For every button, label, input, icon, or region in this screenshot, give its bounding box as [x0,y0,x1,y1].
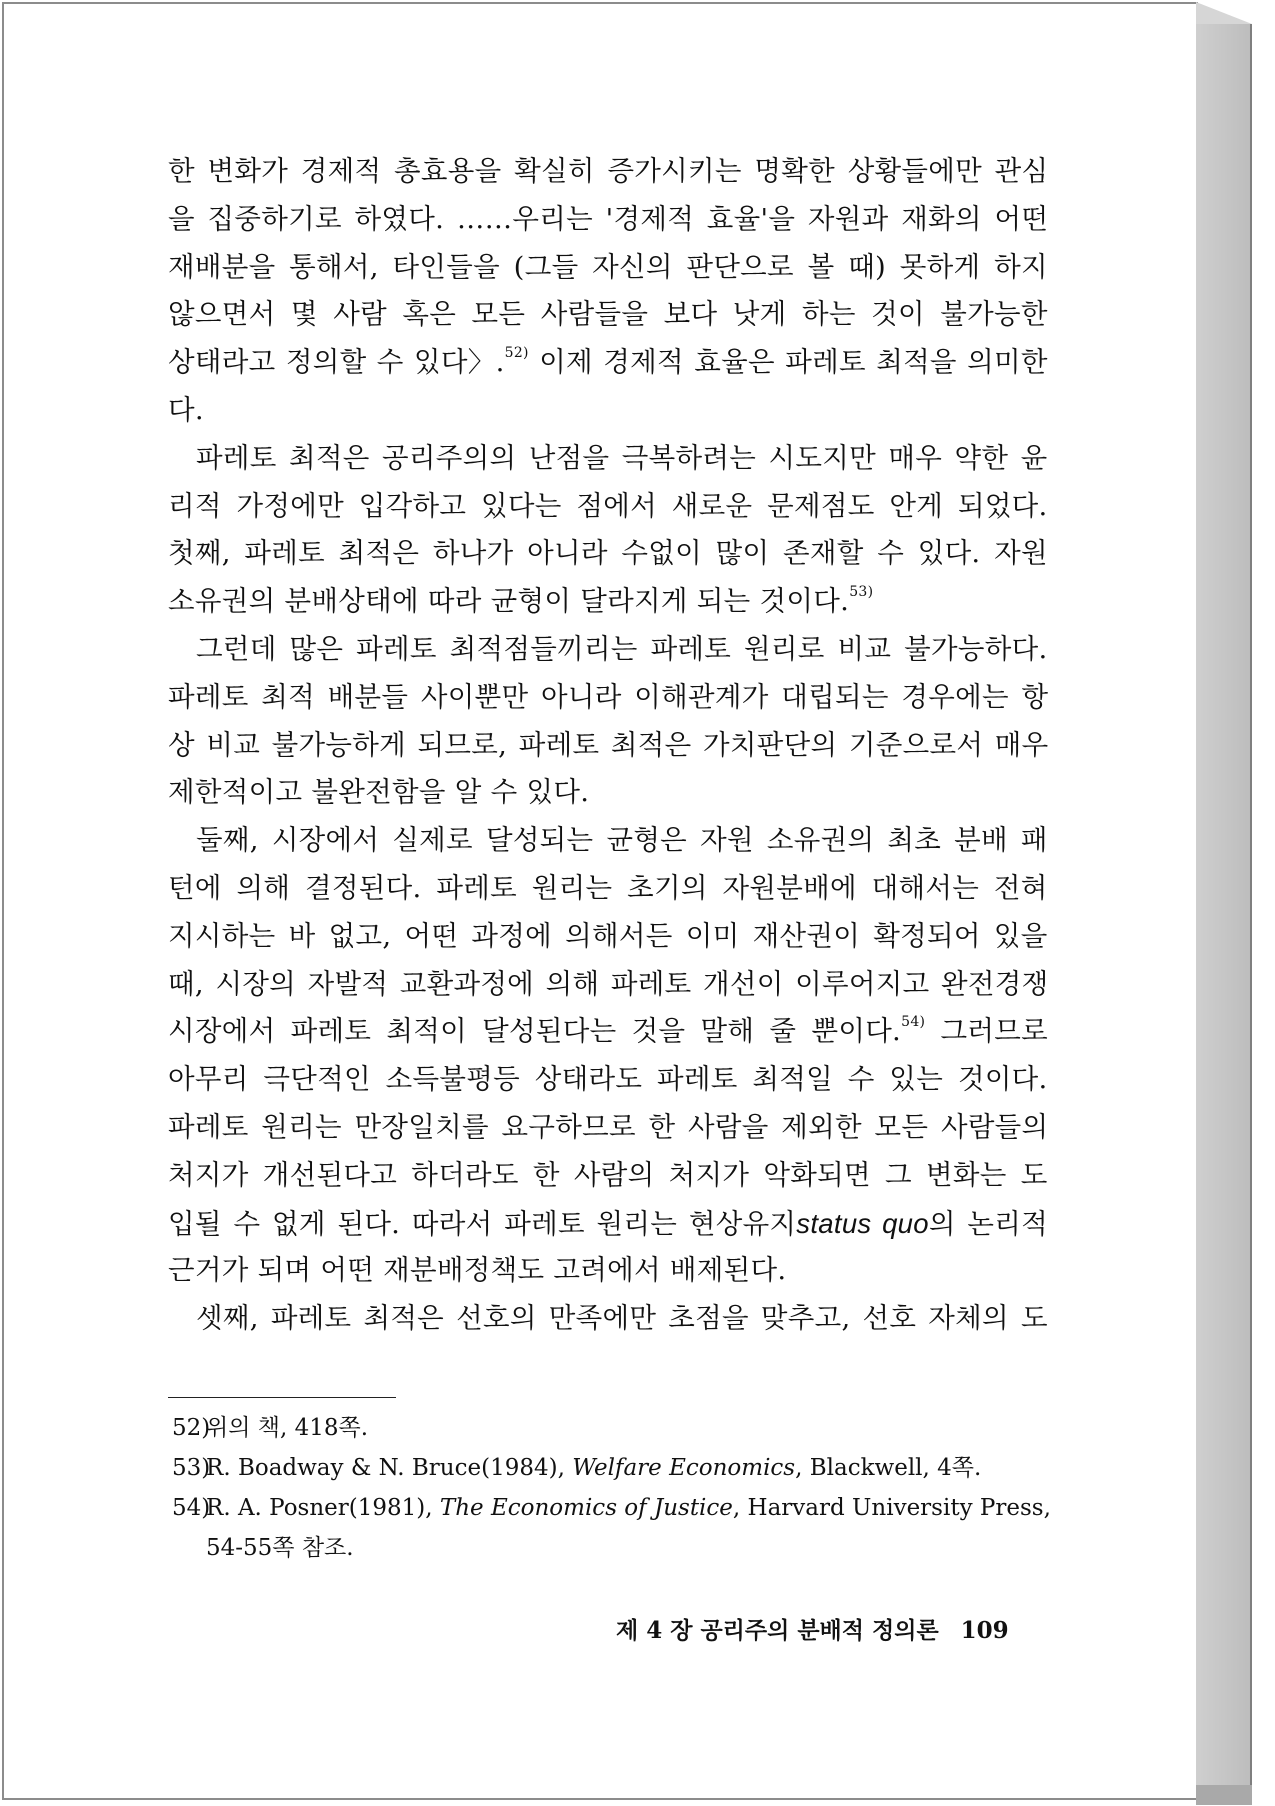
text-line [168,1008,1048,1056]
chapter-title: 제 4 장 공리주의 분배적 정의론 [616,1617,939,1644]
line-text: 리적 가정에만 입각하고 있다는 점에서 새로운 문제점도 안게 되었다. [168,489,1048,522]
text-line [168,769,1048,817]
line-text [168,1200,1048,1248]
line-text: 상태라고 정의할 수 있다〉. [168,346,505,379]
line-text: 때, 시장의 자발적 교환과정에 의해 파레토 개선이 이루어지고 완전경쟁 [168,967,1049,1000]
footnote-text: , Harvard University Press, [732,1495,1051,1521]
status-quo-term: status quo [796,1207,929,1239]
footnote-separator [168,1397,396,1398]
line-text: 을 집중하기로 하였다. ……우리는 '경제적 효율'을 자원과 재화의 어떤 [168,202,1049,235]
footnote-text: 위의 책, 418쪽. [206,1415,369,1441]
text-line [168,865,1048,913]
text-line [168,1295,1048,1343]
page-number: 109 [960,1617,1009,1644]
line-text: 소유권의 분배상태에 따라 균형이 달라지게 되는 것이다. [168,585,850,618]
text-line [168,913,1048,961]
footnote-ref-54[interactable]: 54) [901,1014,926,1031]
footnote-52 [172,1408,1052,1448]
text-line [168,196,1048,244]
text-line [168,1104,1048,1152]
text-line [168,244,1048,292]
line-text [168,1008,1048,1056]
line-text: 파레토 최적은 공리주의의 난점을 극복하려는 시도지만 매우 약한 윤 [196,441,1048,474]
line-text: 이제 경제적 효율은 파레토 최적을 의미한 [539,346,1048,379]
line-text: 입될 수 없게 된다. 따라서 파레토 원리는 현상유지 [168,1207,797,1240]
line-text: 턴에 의해 결정된다. 파레토 원리는 초기의 자원분배에 대해서는 전혀 [168,871,1048,904]
text-line [168,1247,1048,1295]
page-edge-top [1196,2,1252,24]
line-text: 상 비교 불가능하게 되므로, 파레토 최적은 가치판단의 기준으로서 매우 [168,728,1049,761]
line-text: 제한적이고 불완전함을 알 수 있다. [168,776,590,809]
line-text: 한 변화가 경제적 총효용을 확실히 증가시키는 명확한 상황들에만 관심 [168,155,1049,187]
footnote-54 [172,1488,1052,1528]
footnote-text: R. A. Posner(1981), [206,1495,440,1521]
running-footer [616,1612,1009,1645]
line-text: 근거가 되며 어떤 재분배정책도 고려에서 배제된다. [168,1254,787,1287]
line-text [168,578,873,626]
text-line [168,578,1048,626]
text-line [168,339,1048,387]
line-text: 파레토 최적 배분들 사이뿐만 아니라 이해관계가 대립되는 경우에는 항 [168,680,1049,713]
text-line [168,387,1048,435]
line-text: 시장에서 파레토 최적이 달성된다는 것을 말해 줄 뿐이다. [168,1015,902,1048]
text-line [168,674,1048,722]
text-line [168,817,1048,865]
line-text: 셋째, 파레토 최적은 선호의 만족에만 초점을 맞추고, 선호 자체의 도 [196,1302,1048,1335]
footnote-number: 52) [172,1415,211,1441]
line-text: 그러므로 [940,1015,1048,1048]
text-line [168,483,1048,531]
text-line [168,1200,1048,1248]
text-line [168,961,1048,1009]
line-text: 둘째, 시장에서 실제로 달성되는 균형은 자원 소유권의 최초 분배 패 [196,824,1048,857]
footnote-continuation: 54-55쪽 참조. [206,1535,354,1561]
book-title: Welfare Economics [572,1455,796,1481]
footnote-number: 53) [172,1455,211,1481]
text-line [168,722,1048,770]
page-edge-bottom [1196,1785,1252,1805]
line-text: 재배분을 통해서, 타인들을 (그들 자신의 판단으로 볼 때) 못하게 하지 [168,250,1048,283]
text-line [168,148,1048,196]
body-text [168,148,1048,1343]
footnote-ref-52[interactable]: 52) [504,345,529,362]
line-text: 파레토 원리는 만장일치를 요구하므로 한 사람을 제외한 모든 사람들의 [168,1110,1049,1143]
text-line [168,1152,1048,1200]
text-line [168,291,1048,339]
footnote-number: 54) [172,1495,211,1521]
line-text: 지시하는 바 없고, 어떤 과정에 의해서든 이미 재산권이 확정되어 있을 [168,919,1048,952]
line-text: 첫째, 파레토 최적은 하나가 아니라 수없이 많이 존재할 수 있다. 자원 [168,537,1048,570]
page-stack-edge [1196,24,1252,1804]
line-text: 아무리 극단적인 소득불평등 상태라도 파레토 최적일 수 있는 것이다. [168,1063,1048,1096]
footnote-53 [172,1448,1052,1488]
book-title: The Economics of Justice [439,1495,733,1521]
text-line [168,530,1048,578]
footnote-ref-53[interactable]: 53) [849,584,874,601]
text-line [168,435,1048,483]
text-line [168,626,1048,674]
footnote-text: R. Boadway & N. Bruce(1984), [206,1455,573,1481]
line-text: 다. [168,393,204,426]
footnote-text: , Blackwell, 4쪽. [795,1455,982,1481]
line-text: 처지가 개선된다고 하더라도 한 사람의 처지가 악화되면 그 변화는 도 [168,1158,1048,1191]
text-line [168,1056,1048,1104]
footnotes [172,1408,1052,1568]
line-text: 그런데 많은 파레토 최적점들끼리는 파레토 원리로 비교 불가능하다. [196,632,1048,665]
line-text [168,339,1048,387]
line-text: 의 논리적 [928,1207,1049,1240]
line-text: 않으면서 몇 사람 혹은 모든 사람들을 보다 낫게 하는 것이 불가능한 [168,298,1048,331]
